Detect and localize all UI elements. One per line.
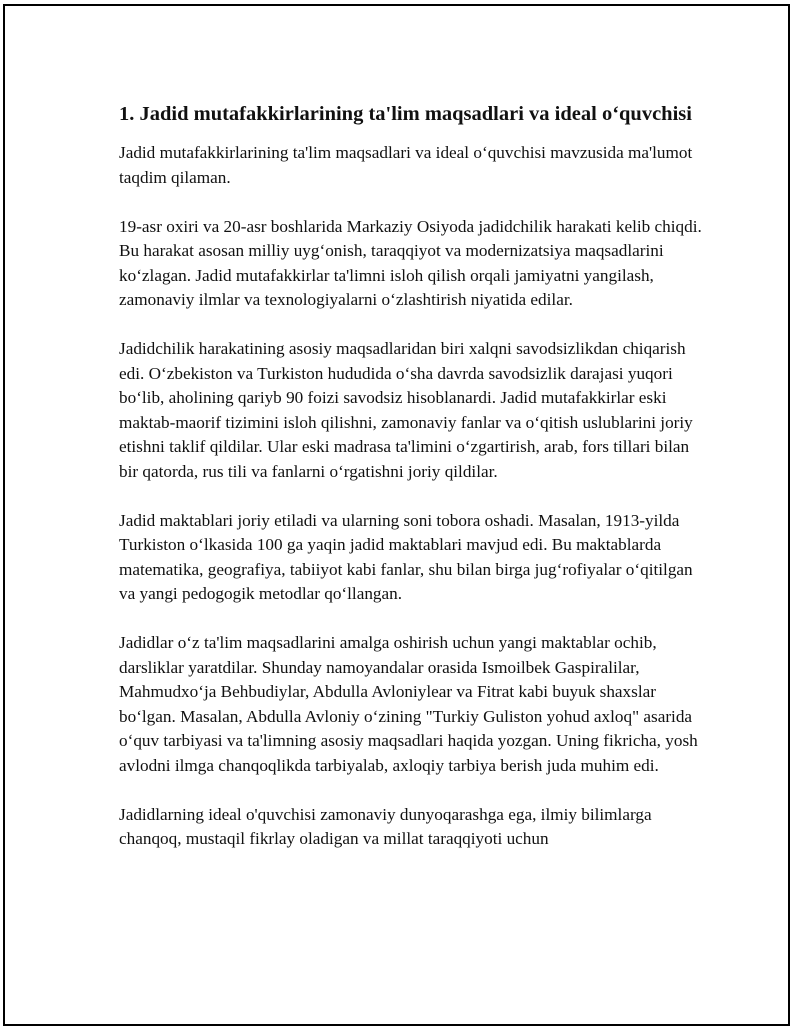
paragraph-literacy: Jadidchilik harakatining asosiy maqsadlaridan biri xalqni savodsizlikdan chiqarish edi. O‘zbekiston va Turkiston hududida o‘sha davrda savodsizlik darajasi yuqori bo‘lib, aholining qariyb 90 foizi savodsiz hisoblanardi. Jadid mutafakkirlar eski maktab-maorif tizimini isloh qilishni, zamonaviy fanlar va o‘qitish uslublarini joriy etishni taklif qildilar. Ular eski madrasa ta'limini o‘zgartirish, arab, fors tillari bilan bir qatorda, rus tili va fanlarni o‘rgatishni joriy qildilar. (119, 339, 693, 481)
paragraph-ideal-student: Jadidlarning ideal o'quvchisi zamonaviy dunyoqarashga ega, ilmiy bilimlarga chanqoq, mustaqil fikrlay oladigan va millat taraqqiyoti uchun (119, 804, 652, 848)
paragraph-history: 19-asr oxiri va 20-asr boshlarida Markaziy Osiyoda jadidchilik harakati kelib chiqdi. Bu harakat asosan milliy uyg‘onish, taraqqiyot va modernizatsiya maqsadlarini ko‘zlagan. Jadid mutafakkirlar ta'limni isloh qilish orqali jamiyatni yangilash, zamonaviy ilmlar va texnologiyalarni o‘zlashtirish niyatida edilar. (119, 216, 702, 309)
paragraph-schools: Jadid maktablari joriy etiladi va ularning soni tobora oshadi. Masalan, 1913-yilda Turkiston o‘lkasida 100 ga yaqin jadid maktablari mavjud edi. Bu maktablarda matematika, geografiya, tabiiyot kabi fanlar, shu bilan birga jug‘rofiyalar o‘qitilgan va yangi pedogogik metodlar qo‘llangan. (119, 510, 693, 603)
page-title: 1. Jadid mutafakkirlarining ta'lim maqsadlari va ideal o‘quvchisi (119, 103, 692, 125)
paragraph-intro: Jadid mutafakkirlarining ta'lim maqsadlari va ideal o‘quvchisi mavzusida ma'lumot taqdim qilaman. (119, 143, 693, 187)
paragraph-figures: Jadidlar o‘z ta'lim maqsadlarini amalga oshirish uchun yangi maktablar ochib, darsliklar yaratdilar. Shunday namoyandalar orasida Ismoilbek Gaspiralilar, Mahmudxo‘ja Behbudiylar, Abdulla Avloniylear va Fitrat kabi buyuk shaxslar bo‘lgan. Masalan, Abdulla Avloniy o‘zining "Turkiy Guliston yohud axloq" asarida o‘quv tarbiyasi va ta'limning asosiy maqsadlari haqida yozgan. Uning fikricha, yosh avlodni ilmga chanqoqlikda tarbiyalab, axloqiy tarbiya berish juda muhim edi. (119, 633, 698, 775)
page-frame (3, 4, 790, 1026)
document-body (119, 100, 709, 876)
